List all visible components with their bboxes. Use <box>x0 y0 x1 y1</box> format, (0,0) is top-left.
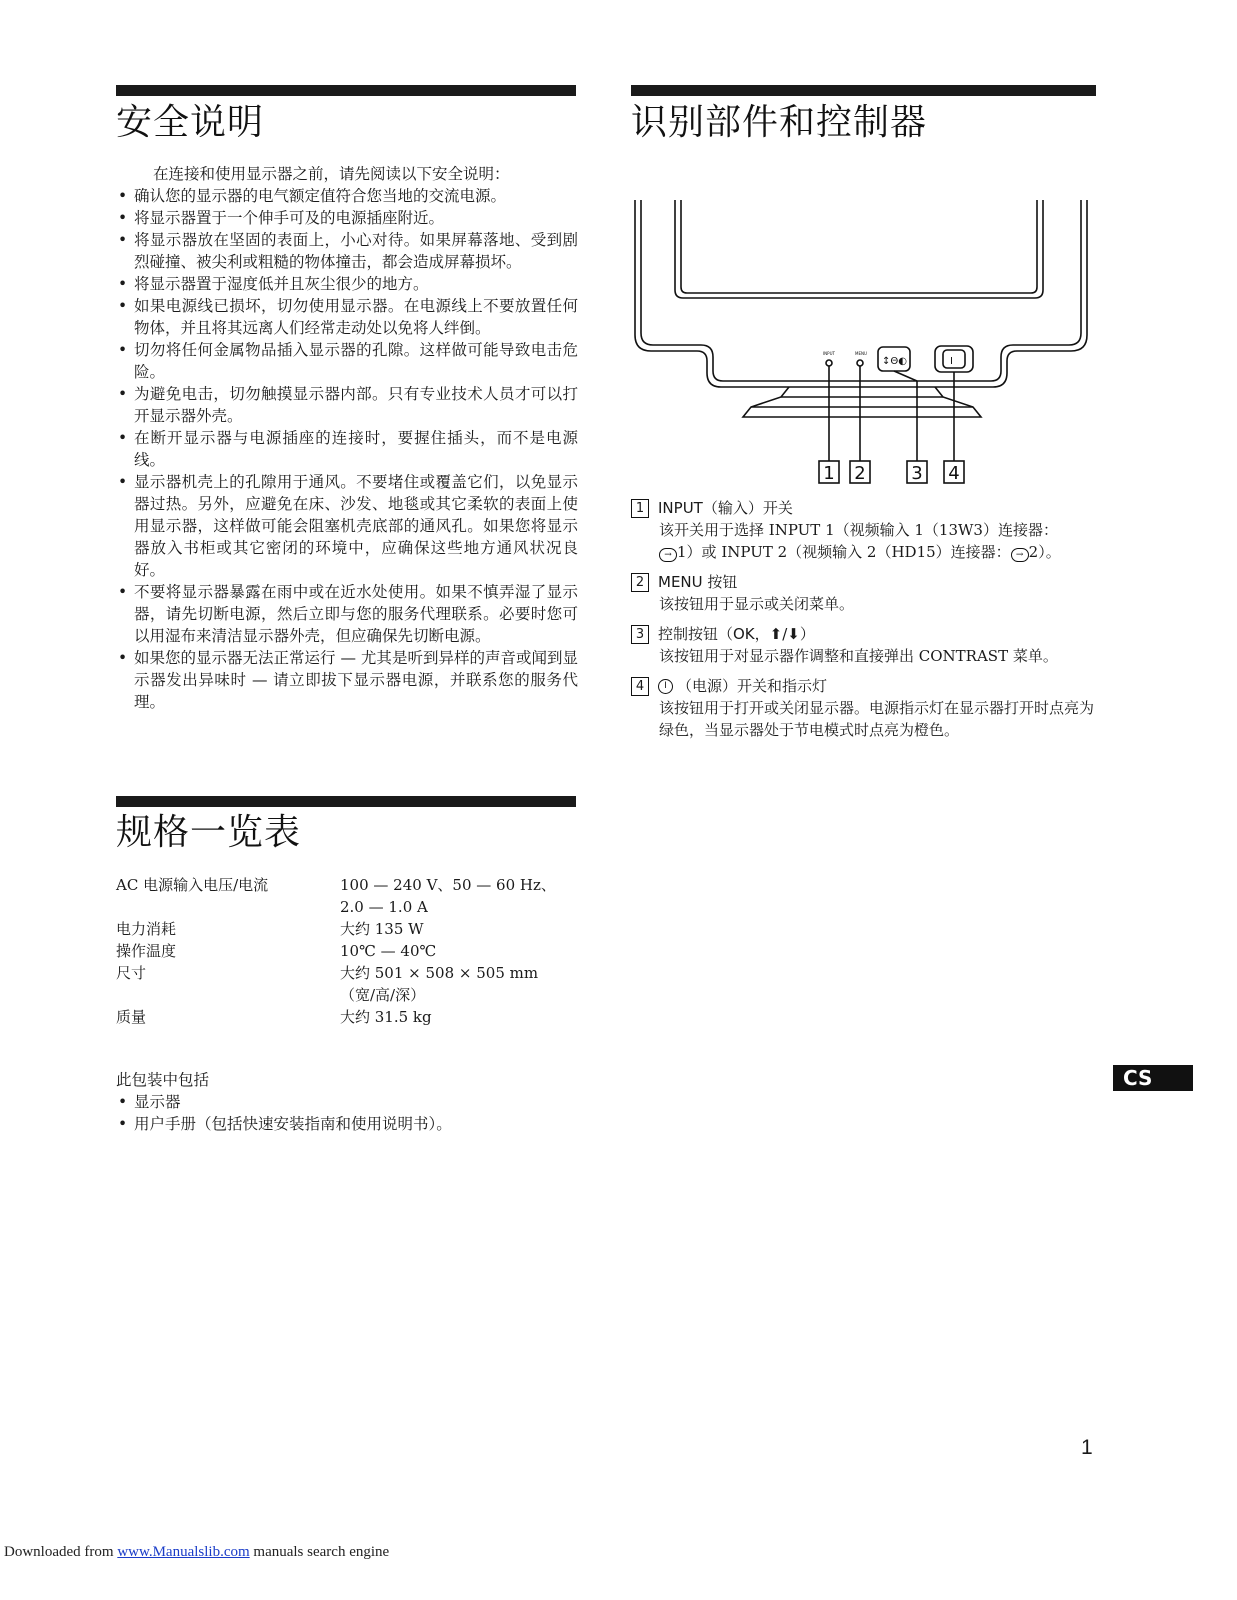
part-title <box>631 571 1101 593</box>
specs-title: 规格一览表 <box>116 812 302 853</box>
part-title-text: 控制按钮（OK， <box>658 625 770 643</box>
safety-list <box>116 185 578 713</box>
list-item: • 显示器机壳上的孔隙用于通风。不要堵住或覆盖它们，以免显示器过热。另外，应避免在床、沙发、地毯或其它柔软的表面上使用显示器，这样做可能会阻塞机壳底部的通风孔。如果您将显示器放入书柜或其它密闭的环境中，应确保这些地方通风状况良好。 <box>116 471 578 581</box>
part-desc: 该按钮用于对显示器作调整和直接弹出 CONTRAST 菜单。 <box>659 647 1058 665</box>
spec-row <box>116 940 586 962</box>
spec-value-line: 大约 501 × 508 × 505 mm <box>340 964 539 982</box>
part-number: 3 <box>631 625 649 644</box>
section-rule-safety <box>116 85 576 96</box>
input-connector-icon: → <box>659 548 677 562</box>
list-item: • 将显示器置于湿度低并且灰尘很少的地方。 <box>116 273 578 295</box>
safety-intro: 在连接和使用显示器之前，请先阅读以下安全说明： <box>153 165 510 183</box>
list-item: • 如果您的显示器无法正常运行 — 尤其是听到异样的声音或闻到显示器发出异味时 — 请立即拔下显示器电源，并联系您的服务代理。 <box>116 647 578 713</box>
package-title: 此包装中包括 <box>116 1071 210 1089</box>
input-connector-icon: → <box>1011 548 1029 562</box>
list-item: • 不要将显示器暴露在雨中或在近水处使用。如果不慎弄湿了显示器，请先切断电源，然后立即与您的服务代理联系。必要时您可以用湿布来清洁显示器外壳，但应确保先切断电源。 <box>116 581 578 647</box>
spec-label: 尺寸 <box>116 964 147 982</box>
footer <box>4 1542 389 1562</box>
part-desc-text: ）或 INPUT 2（视频输入 2（HD15）连接器： <box>686 543 1011 561</box>
footer-suffix: manuals search engine <box>249 1544 390 1560</box>
part-desc: 该按钮用于打开或关闭显示器。电源指示灯在显示器打开时点亮为绿色，当显示器处于节电模式时点亮为橙色。 <box>659 699 1095 739</box>
part-title-text: （电源）开关和指示灯 <box>677 677 828 695</box>
list-item: • 为避免电击，切勿触摸显示器内部。只有专业技术人员才可以打开显示器外壳。 <box>116 383 578 427</box>
spec-row <box>116 918 586 940</box>
power-icon: I <box>658 679 673 694</box>
footer-prefix: Downloaded from <box>4 1544 118 1560</box>
spec-value-line: 2.0 — 1.0 A <box>340 898 428 916</box>
part-item-power <box>631 675 1101 741</box>
part-title-close: ） <box>799 625 815 643</box>
part-item-menu <box>631 571 1101 615</box>
callout-2: 2 <box>854 463 866 484</box>
spec-value-line: （宽/高/深） <box>340 986 426 1004</box>
part-title <box>631 623 1101 645</box>
part-item-input <box>631 497 1101 563</box>
callout-4: 4 <box>948 463 960 484</box>
callout-1: 1 <box>823 463 835 484</box>
spec-value <box>340 962 586 1006</box>
input-label: INPUT <box>823 351 835 356</box>
part-title <box>631 675 1101 697</box>
list-item: • 在断开显示器与电源插座的连接时，要握住插头，而不是电源线。 <box>116 427 578 471</box>
page-number: 1 <box>1081 1436 1093 1459</box>
language-tab: CS <box>1113 1065 1193 1091</box>
control-button-glyph: ↕Θ◐ <box>882 356 907 367</box>
part-item-control <box>631 623 1101 667</box>
list-item: • 切勿将任何金属物品插入显示器的孔隙。这样做可能导致电击危险。 <box>116 339 578 383</box>
spec-value: 10℃ — 40℃ <box>340 942 437 960</box>
list-item: • 用户手册（包括快速安装指南和使用说明书）。 <box>116 1113 452 1135</box>
part-number: 2 <box>631 573 649 592</box>
spec-label: 质量 <box>116 1008 147 1026</box>
spec-label: AC 电源输入电压/电流 <box>116 876 269 894</box>
section-rule-parts <box>631 85 1096 96</box>
part-desc-text: ）。 <box>1038 543 1061 561</box>
section-rule-specs <box>116 796 576 807</box>
power-button-glyph: Ⅰ <box>950 356 953 367</box>
spec-label: 电力消耗 <box>116 920 177 938</box>
spec-row <box>116 1006 586 1028</box>
part-desc <box>631 519 1101 563</box>
part-title-text: INPUT（输入）开关 <box>658 499 793 517</box>
part-number: 1 <box>631 499 649 518</box>
parts-title: 识别部件和控制器 <box>631 102 928 143</box>
arrow-up-down-icon: ⬆/⬇ <box>769 625 800 643</box>
list-item: • 将显示器放在坚固的表面上，小心对待。如果屏幕落地、受到剧烈碰撞、被尖利或粗糙的物体撞击，都会造成屏幕损坏。 <box>116 229 578 273</box>
list-item: • 将显示器置于一个伸手可及的电源插座附近。 <box>116 207 578 229</box>
list-item: • 确认您的显示器的电气额定值符合您当地的交流电源。 <box>116 185 578 207</box>
callout-3: 3 <box>911 463 923 484</box>
list-item: • 如果电源线已损坏，切勿使用显示器。在电源线上不要放置任何物体，并且将其远离人们经常走动处以免将人绊倒。 <box>116 295 578 339</box>
input-number: 2 <box>1028 543 1039 561</box>
spec-row <box>116 962 586 1006</box>
part-desc-text: 该开关用于选择 INPUT 1（视频输入 1（13W3）连接器： <box>659 521 1058 539</box>
monitor-diagram <box>631 195 1101 490</box>
parts-list <box>631 497 1101 749</box>
spec-value: 大约 31.5 kg <box>340 1008 432 1026</box>
menu-label: MENU <box>855 351 867 356</box>
spec-value-line: 100 — 240 V、50 — 60 Hz、 <box>340 876 556 894</box>
spec-table <box>116 874 586 1028</box>
part-number: 4 <box>631 677 649 696</box>
manualslib-link[interactable]: www.Manualslib.com <box>117 1544 250 1560</box>
safety-title: 安全说明 <box>116 102 265 143</box>
list-item: • 显示器 <box>116 1091 452 1113</box>
input-number: 1 <box>677 543 687 561</box>
part-desc: 该按钮用于显示或关闭菜单。 <box>659 595 855 613</box>
package-list <box>116 1091 452 1135</box>
spec-label: 操作温度 <box>116 942 177 960</box>
spec-value: 大约 135 W <box>340 920 424 938</box>
spec-row <box>116 874 586 918</box>
part-title-text: MENU 按钮 <box>658 573 738 591</box>
spec-value <box>340 874 586 918</box>
part-title <box>631 497 1101 519</box>
